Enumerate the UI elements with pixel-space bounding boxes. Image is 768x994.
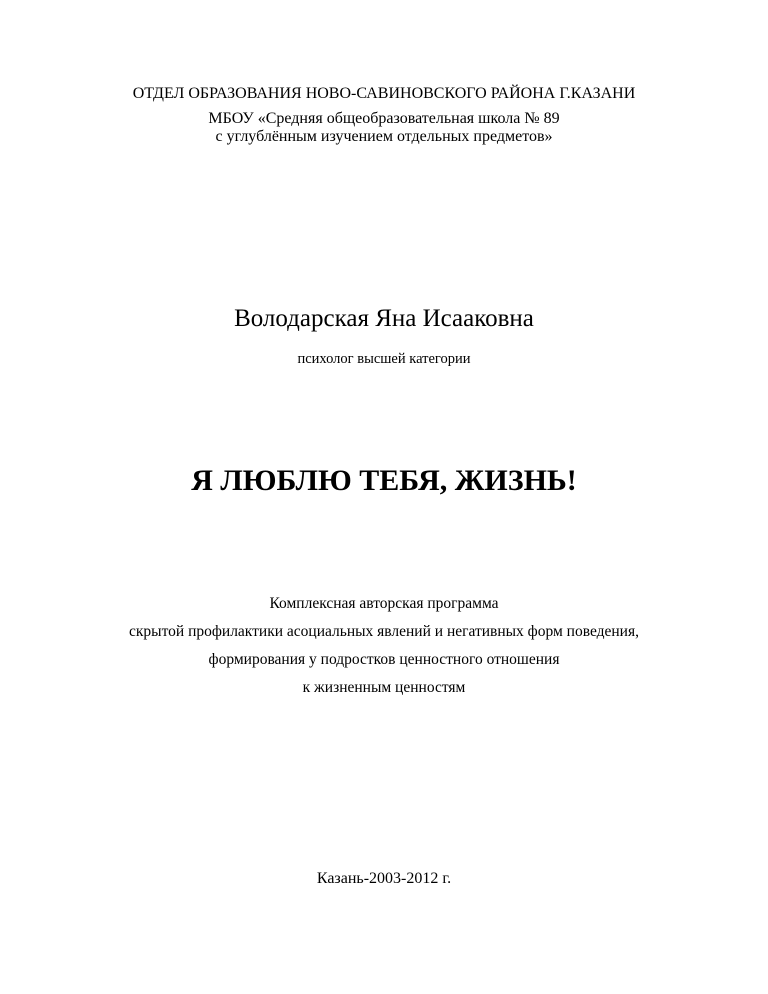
- description-line1: Комплексная авторская программа: [269, 595, 499, 612]
- document-title: Я ЛЮБЛЮ ТЕБЯ, ЖИЗНЬ!: [191, 464, 577, 497]
- department-name: ОТДЕЛ ОБРАЗОВАНИЯ НОВО-САВИНОВСКОГО РАЙОНА Г.КАЗАНИ: [132, 85, 636, 102]
- description-line4: к жизненным ценностям: [302, 679, 466, 696]
- school-name-line2: с углублённым изучением отдельных предметов»: [215, 128, 553, 145]
- description-line3: формирования у подростков ценностного отношения: [208, 651, 560, 668]
- author-name: Володарская Яна Исааковна: [234, 305, 534, 332]
- school-name-line1: МБОУ «Средняя общеобразовательная школа № 89: [208, 110, 560, 127]
- author-position: психолог высшей категории: [297, 351, 471, 367]
- description-line2: скрытой профилактики асоциальных явлений и негативных форм поведения,: [129, 623, 639, 640]
- place-and-years: Казань-2003-2012 г.: [316, 870, 452, 887]
